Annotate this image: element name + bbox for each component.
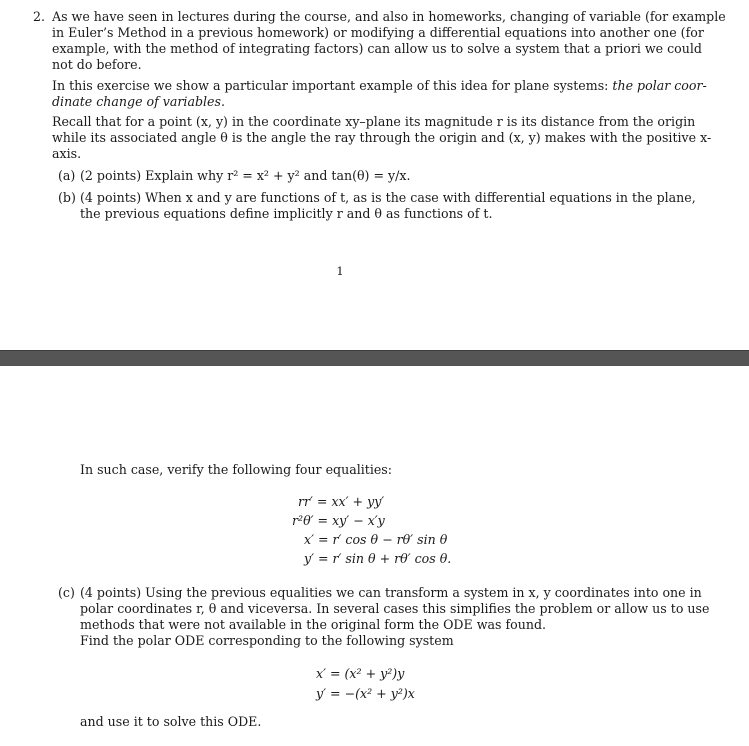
equality-4: y′ = r′ sin θ + rθ′ cos θ.	[304, 551, 452, 566]
document-page-2	[0, 366, 749, 746]
exercise-line	[52, 78, 707, 94]
part-c-line: polar coordinates r, θ and viceversa. In several cases this simplifies the problem or allow us to use	[80, 601, 710, 616]
system-equation-1: x′ = (x² + y²)y	[316, 666, 405, 681]
page-number: 1	[336, 264, 344, 278]
part-c-label: (c)	[58, 585, 75, 600]
part-b-paragraph	[80, 190, 696, 222]
recall-line: Recall that for a point (x, y) in the coordinate xy–plane its magnitude r is its distance from the origin	[52, 114, 696, 129]
system-equation-2: y′ = −(x² + y²)x	[316, 686, 415, 701]
page-separator	[0, 350, 749, 366]
part-b-label: (b)	[58, 190, 76, 205]
intro-line: As we have seen in lectures during the course, and also in homeworks, changing of variable (for example	[52, 9, 726, 24]
problem-number: 2.	[33, 9, 46, 24]
equality-1: rr′ = xx′ + yy′	[298, 494, 385, 509]
exercise-text: In this exercise we show a particular important example of this idea for plane systems:	[52, 78, 609, 93]
part-b-line: the previous equations define implicitly r and θ as functions of t.	[80, 206, 493, 221]
part-c-line: methods that were not available in the original form the ODE was found.	[80, 617, 547, 632]
exercise-emphasis-line: dinate change of variables.	[52, 94, 225, 109]
verify-text: In such case, verify the following four equalities:	[80, 462, 393, 477]
exercise-emphasis: the polar coor-	[612, 78, 707, 93]
intro-line: example, with the method of integrating factors) can allow us to solve a system that a priori we could	[52, 41, 702, 56]
document-page-1	[0, 0, 749, 350]
intro-paragraph	[52, 9, 726, 73]
part-a-label: (a)	[58, 168, 76, 183]
recall-line: while its associated angle θ is the angle the ray through the origin and (x, y) makes with the positive x-	[52, 130, 712, 145]
solve-text: and use it to solve this ODE.	[80, 714, 262, 729]
part-a-text: (2 points) Explain why r² = x² + y² and tan(θ) = y/x.	[80, 168, 411, 183]
recall-paragraph	[52, 114, 712, 162]
equality-2: r²θ′ = xy′ − x′y	[292, 513, 385, 528]
intro-line: not do before.	[52, 57, 142, 72]
recall-line: axis.	[52, 146, 82, 161]
part-b-line: (4 points) When x and y are functions of t, as is the case with differential equations in the plane,	[80, 190, 696, 205]
equality-3: x′ = r′ cos θ − rθ′ sin θ	[304, 532, 448, 547]
part-c-find-line: Find the polar ODE corresponding to the following system	[80, 633, 454, 648]
exercise-paragraph	[52, 78, 707, 110]
intro-line: in Euler’s Method in a previous homework) or modifying a differential equations into another one (for	[52, 25, 704, 40]
part-c-line: (4 points) Using the previous equalities we can transform a system in x, y coordinates into one in	[80, 585, 702, 600]
part-c-paragraph	[80, 585, 710, 649]
